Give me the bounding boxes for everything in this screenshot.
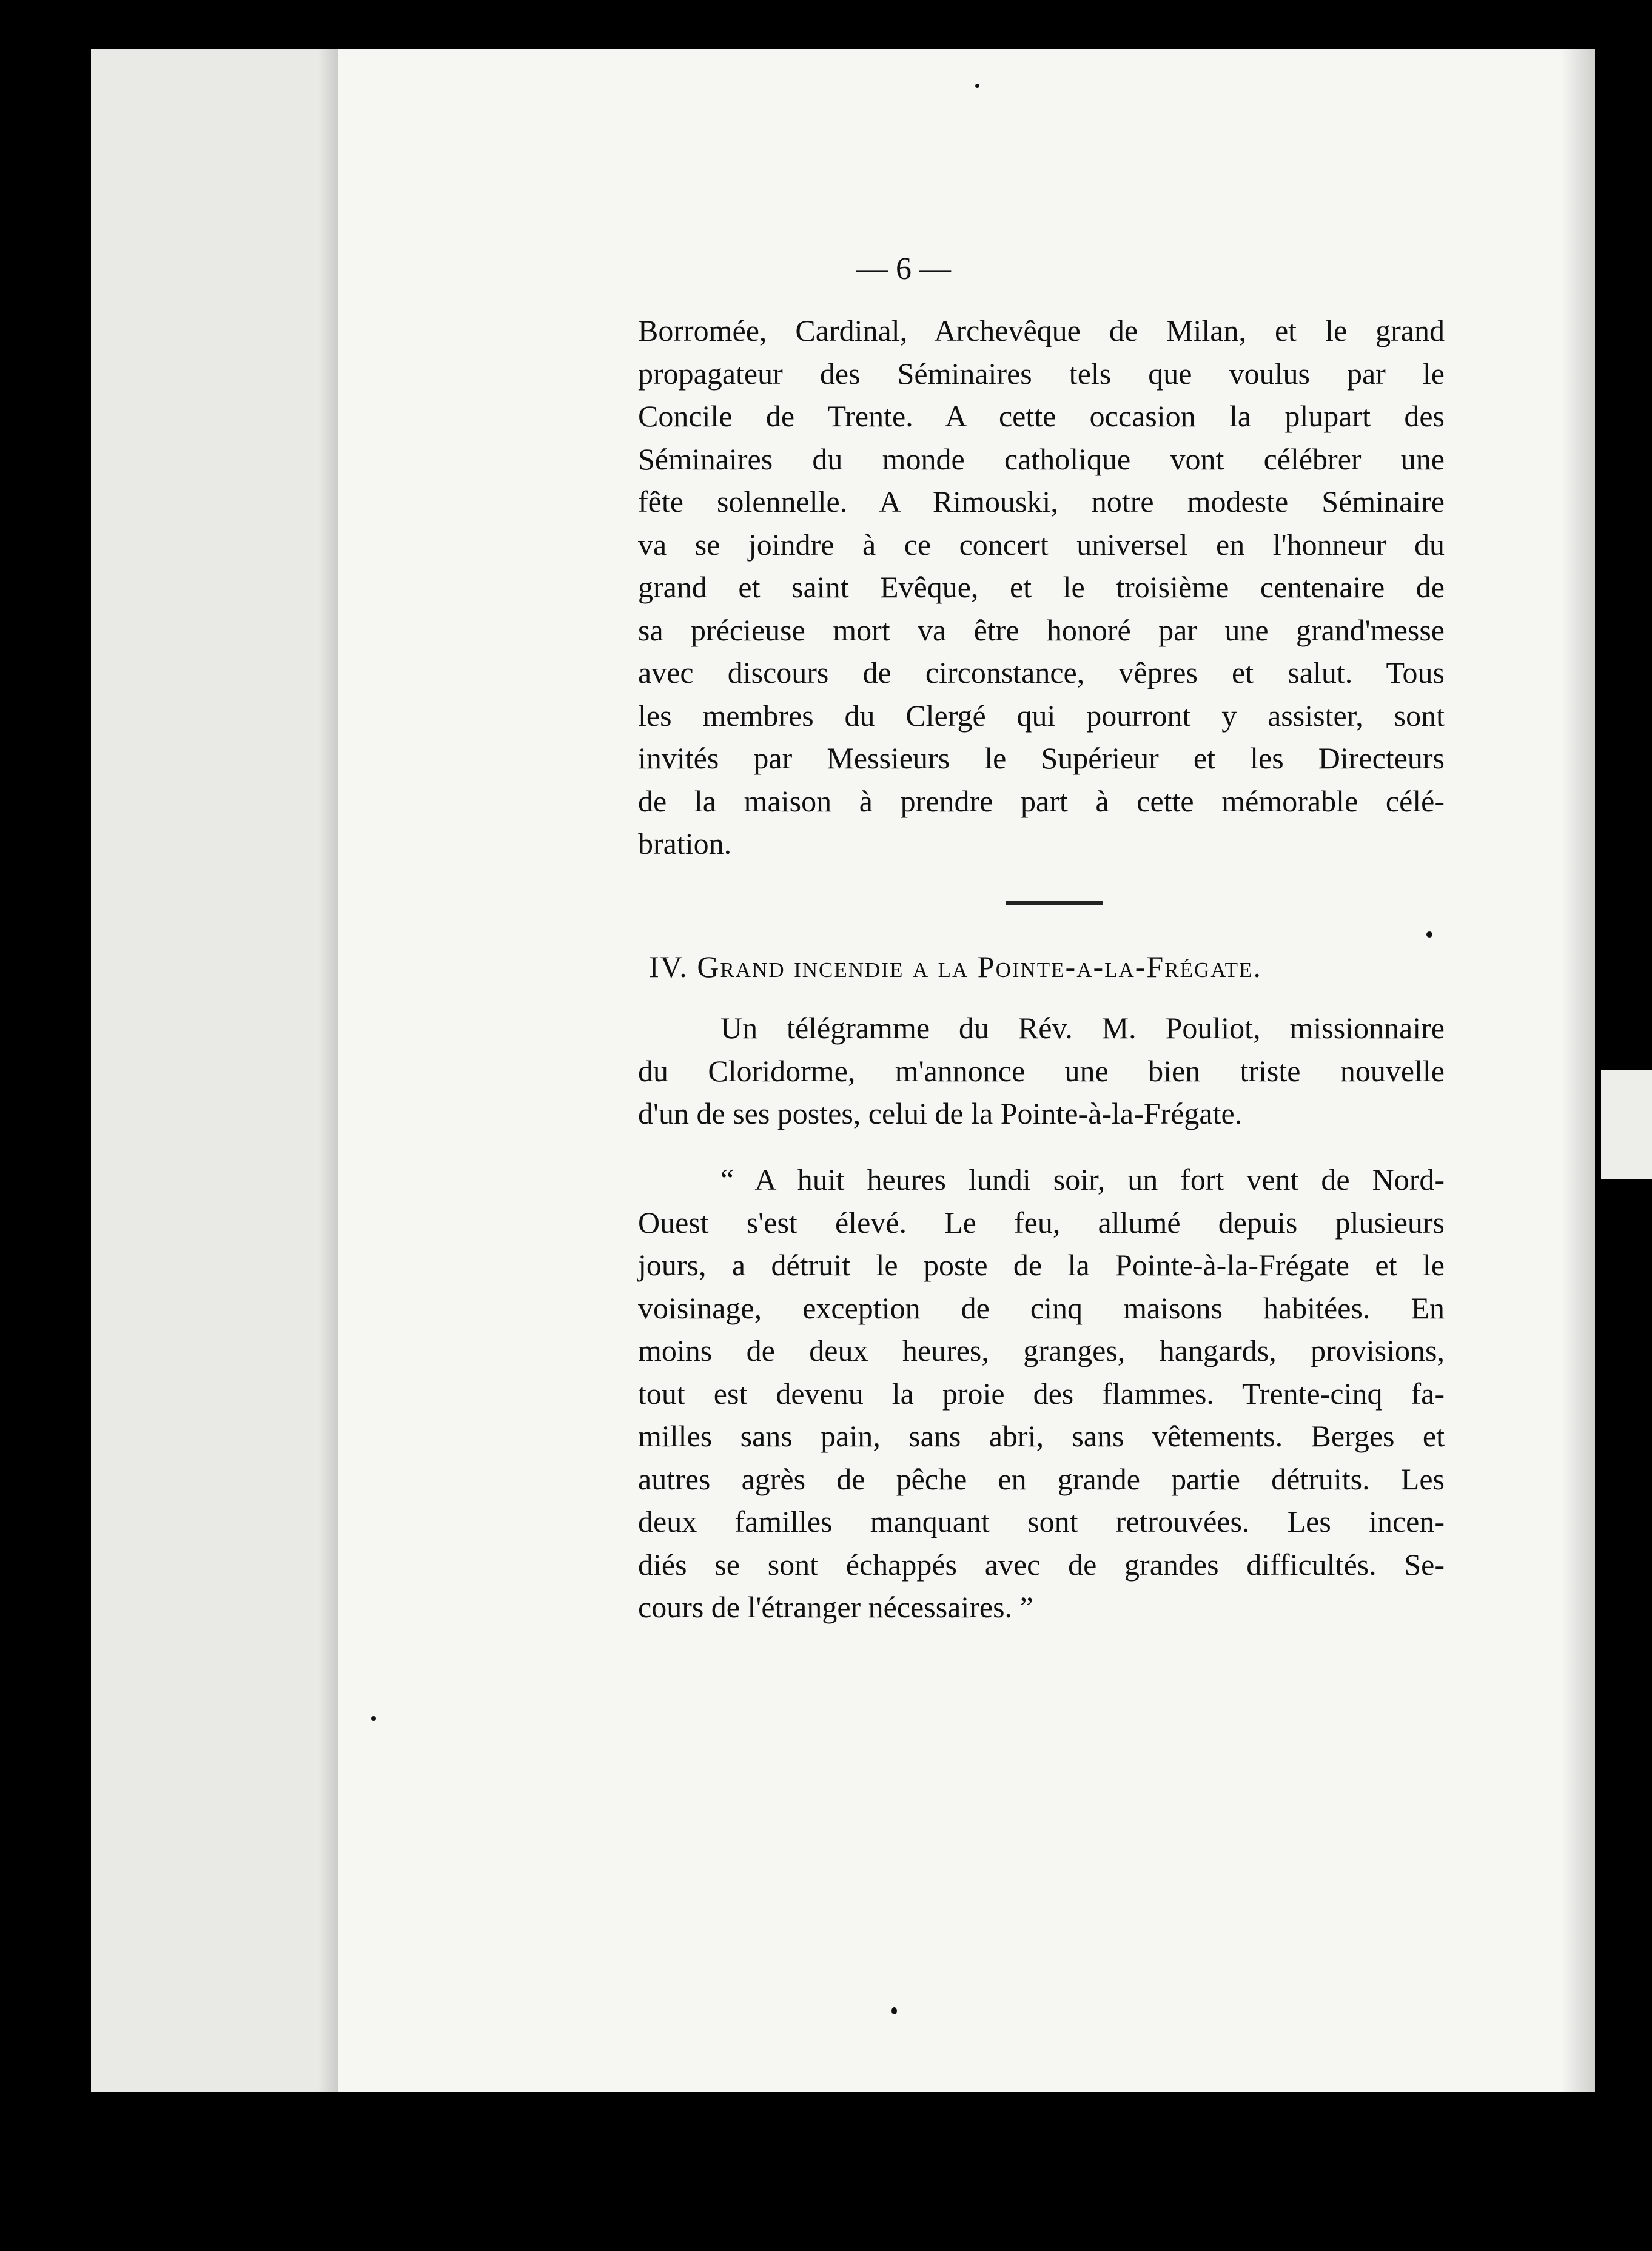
text-line: tout est devenu la proie des flammes. Trente-cinq fa- <box>638 1376 1445 1411</box>
paragraph-borromee <box>638 309 1445 865</box>
text-line: de la maison à prendre part à cette mémorable célé- <box>638 783 1445 818</box>
ink-speck <box>1426 931 1432 938</box>
text-line: Un télégramme du Rév. M. Pouliot, missionnaire <box>720 1011 1445 1045</box>
text-line: bration. <box>638 827 732 860</box>
ink-speck <box>891 2007 897 2014</box>
text-line: va se joindre à ce concert universel en l'honneur du <box>638 527 1445 562</box>
text-line: “ A huit heures lundi soir, un fort vent de Nord- <box>720 1162 1445 1196</box>
text-line: invités par Messieurs le Supérieur et les Directeurs <box>638 741 1445 775</box>
page-shadow-edge <box>1561 49 1595 2092</box>
text-line: d'un de ses postes, celui de la Pointe-à-la-Frégate. <box>638 1096 1243 1130</box>
text-line: moins de deux heures, granges, hangards, provisions, <box>638 1333 1445 1367</box>
text-line: du Cloridorme, m'annonce une bien triste nouvelle <box>638 1053 1445 1088</box>
page-tab <box>1601 1070 1652 1179</box>
text-line: milles sans pain, sans abri, sans vêtements. Berges et <box>638 1419 1445 1453</box>
ink-speck <box>975 84 979 88</box>
page-number: — 6 — <box>856 252 951 286</box>
text-line: les membres du Clergé qui pourront y assister, sont <box>638 698 1445 733</box>
text-line: grand et saint Evêque, et le troisième centenaire de <box>638 570 1445 604</box>
text-line: sa précieuse mort va être honoré par une grand'messe <box>638 612 1445 647</box>
text-line: Ouest s'est élevé. Le feu, allumé depuis plusieurs <box>638 1205 1445 1240</box>
ink-speck <box>371 1716 376 1721</box>
section-heading: IV. Grand incendie a la Pointe-a-la-Frégate. <box>649 950 1262 984</box>
paragraph-telegram <box>638 1007 1445 1135</box>
text-line: autres agrès de pêche en grande partie détruits. Les <box>638 1461 1445 1496</box>
text-line: Séminaires du monde catholique vont célébrer une <box>638 441 1445 476</box>
text-line: diés se sont échappés avec de grandes difficultés. Se- <box>638 1547 1445 1582</box>
text-line: fête solennelle. A Rimouski, notre modeste Séminaire <box>638 485 1445 518</box>
text-line: Borromée, Cardinal, Archevêque de Milan, et le grand <box>638 314 1445 347</box>
text-line: voisinage, exception de cinq maisons habitées. En <box>638 1290 1445 1325</box>
facing-page-edge <box>91 49 341 2092</box>
text-line: jours, a détruit le poste de la Pointe-à-la-Frégate et le <box>638 1248 1445 1282</box>
text-line: propagateur des Séminaires tels que voulus par le <box>638 356 1445 391</box>
text-line: cours de l'étranger nécessaires. ” <box>638 1590 1033 1624</box>
section-divider <box>1006 901 1103 905</box>
text-line: deux familles manquant sont retrouvées. Les incen- <box>638 1505 1445 1538</box>
text-line: avec discours de circonstance, vêpres et salut. Tous <box>638 656 1445 689</box>
paragraph-quotation <box>638 1158 1445 1629</box>
text-line: Concile de Trente. A cette occasion la plupart des <box>638 399 1445 433</box>
